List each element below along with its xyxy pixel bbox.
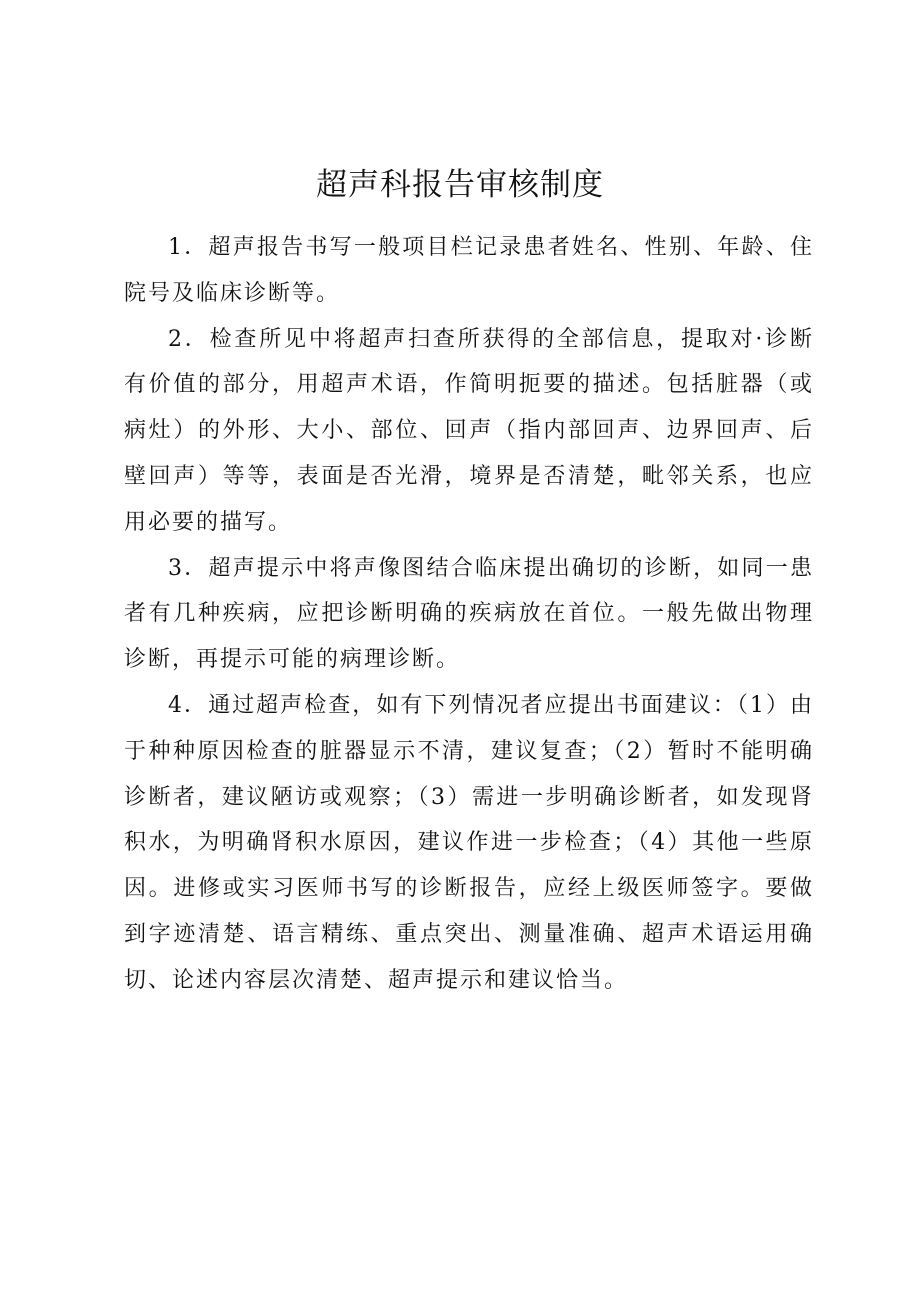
document-title: 超声科报告审核制度 [316, 167, 604, 203]
paragraph-3: 3．超声提示中将声像图结合临床提出确切的诊断，如同一患者有几种疾病，应把诊断明确的疾病放在首位。一般先做出物理诊断，再提示可能的病理诊断。 [124, 555, 814, 673]
paragraph-4: 4．通过超声检查，如有下列情况者应提出书面建议：（1）由于种种原因检查的脏器显示不清，建议复查；（2）暂时不能明确诊断者，建议陋访或观察；（3）需进一步明确诊断者，如发现肾积水，为明确肾积水原因，建议作进一步检查；（4）其他一些原因。进修或实习医师书写的诊断报告，应经上级医师签字。要做到字迹清楚、语言精练、重点突出、测量准确、超声术语运用确切、论述内容层次清楚、超声提示和建议恰当。 [124, 692, 814, 993]
paragraph-1: 1．超声报告书写一般项目栏记录患者姓名、性别、年龄、住院号及临床诊断等。 [124, 235, 814, 306]
document-body [124, 225, 814, 1004]
paragraph-2: 2．检查所见中将超声扫查所获得的全部信息，提取对·诊断有价值的部分，用超声术语，作简明扼要的描述。包括脏器（或病灶）的外形、大小、部位、回声（指内部回声、边界回声、后壁回声）等等，表面是否光滑，境界是否清楚，毗邻关系，也应用必要的描写。 [124, 326, 814, 535]
